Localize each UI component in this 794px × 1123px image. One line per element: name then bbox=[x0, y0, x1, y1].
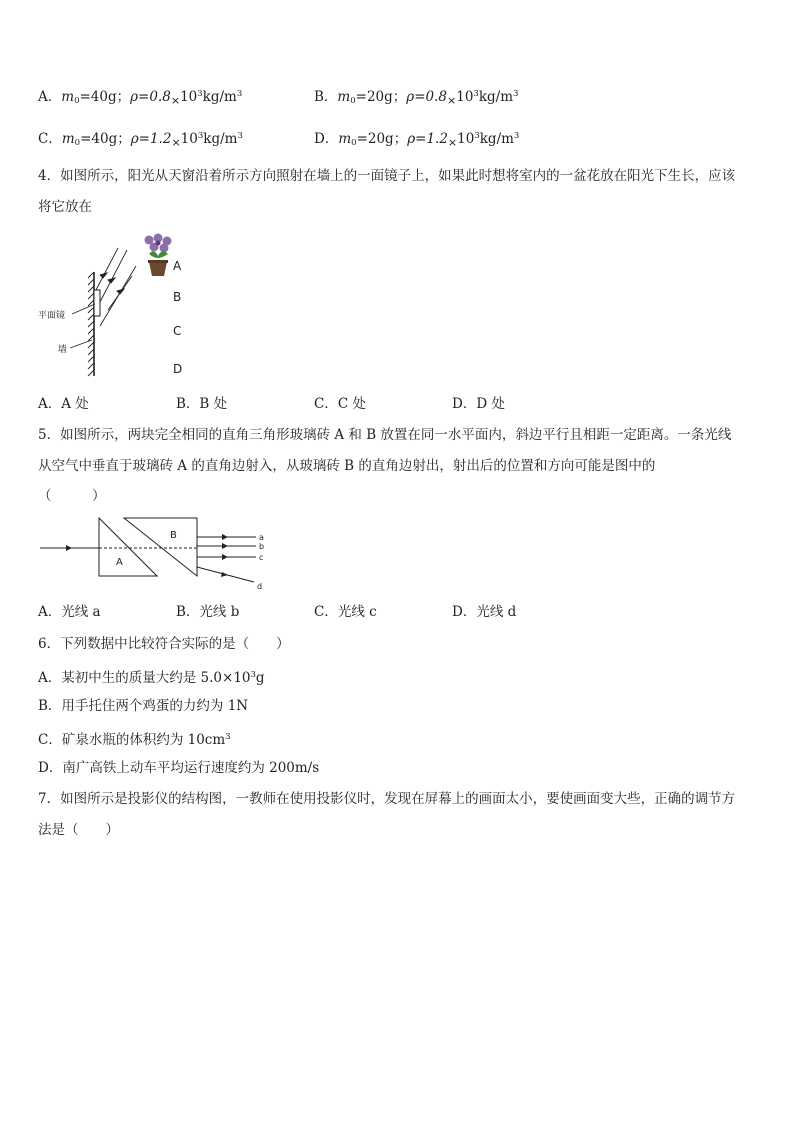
glass-block-b bbox=[124, 518, 197, 576]
q5-stem-line1: 5．如图所示，两块完全相同的直角三角形玻璃砖 A 和 B 放置在同一水平面内，斜边平行且相距一定距离。一条光线 bbox=[38, 427, 732, 443]
q4-stem-line1: 4．如图所示，阳光从天窗沿着所示方向照射在墙上的一面镜子上，如果此时想将室内的一盆花放在阳光下生长，应该 bbox=[38, 168, 736, 184]
flower-pot-icon bbox=[145, 234, 172, 277]
ray-a-label: a bbox=[259, 533, 264, 542]
position-d: D bbox=[173, 362, 183, 376]
q3-option-d: D．$m_0=20g$；$\rho=1.2_\times 10^3kg/m^3$ bbox=[314, 131, 520, 149]
block-a-label: A bbox=[116, 557, 123, 568]
q5-option-a: A．光线 a bbox=[38, 604, 101, 620]
q5-option-d: D．光线 d bbox=[452, 604, 517, 620]
q4-option-d: D．D 处 bbox=[452, 396, 505, 412]
sunlight-rays bbox=[96, 248, 136, 326]
q6-stem: 6．下列数据中比较符合实际的是（ ） bbox=[38, 636, 290, 652]
ray-d-label: d bbox=[257, 582, 263, 591]
q3-option-b: B．$m_0=20g$；$\rho=0.8_\times 10^3kg/m^3$ bbox=[314, 89, 519, 107]
ray-arrowheads bbox=[66, 534, 228, 577]
q4-figure bbox=[30, 228, 200, 383]
q6-option-d: D．南广高铁上动车平均运行速度约为 200m/s bbox=[38, 760, 320, 776]
wall-label: 墙 bbox=[58, 345, 68, 355]
q6-option-a: A．某初中生的质量大约是 $5.0\times 10^3g$ bbox=[38, 670, 265, 686]
block-b-label: B bbox=[170, 530, 177, 541]
q5-figure bbox=[36, 512, 276, 594]
q4-option-a: A．A 处 bbox=[38, 396, 89, 412]
ray-c-label: c bbox=[259, 553, 264, 562]
mirror bbox=[94, 290, 100, 316]
q4-option-b: B．B 处 bbox=[176, 396, 228, 412]
q3-option-c: C．$m_0=40g$；$\rho=1.2_\times 10^3kg/m^3$ bbox=[38, 131, 243, 149]
ray-b-label: b bbox=[259, 542, 265, 551]
q5-stem-line2: 从空气中垂直于玻璃砖 A 的直角边射入，从玻璃砖 B 的直角边射出，射出后的位置和方向可能是图中的 bbox=[38, 458, 656, 474]
q6-option-c: C．矿泉水瓶的体积约为 $10cm^3$ bbox=[38, 732, 231, 748]
q4-option-c: C．C 处 bbox=[314, 396, 366, 412]
q3-option-a: A．$m_0=40g$；$\rho=0.8_\times 10^3kg/m^3$ bbox=[38, 89, 243, 107]
position-c: C bbox=[173, 324, 182, 338]
q7-stem-line2: 法是（ ） bbox=[38, 822, 119, 838]
q5-option-c: C．光线 c bbox=[314, 604, 377, 620]
q5-stem-line3: （ ） bbox=[38, 488, 106, 504]
q6-option-b: B．用手托住两个鸡蛋的力约为 1N bbox=[38, 698, 249, 714]
position-a: A bbox=[173, 259, 182, 273]
q5-option-b: B．光线 b bbox=[176, 604, 240, 620]
position-b: B bbox=[173, 290, 182, 304]
mirror-label: 平面镜 bbox=[38, 311, 66, 321]
q4-stem-line2: 将它放在 bbox=[38, 199, 92, 215]
wall-hatch bbox=[88, 272, 94, 376]
q7-stem-line1: 7．如图所示是投影仪的结构图，一教师在使用投影仪时，发现在屏幕上的画面太小，要使画面变大些，正确的调节方 bbox=[38, 791, 736, 807]
glass-block-a bbox=[99, 518, 157, 576]
